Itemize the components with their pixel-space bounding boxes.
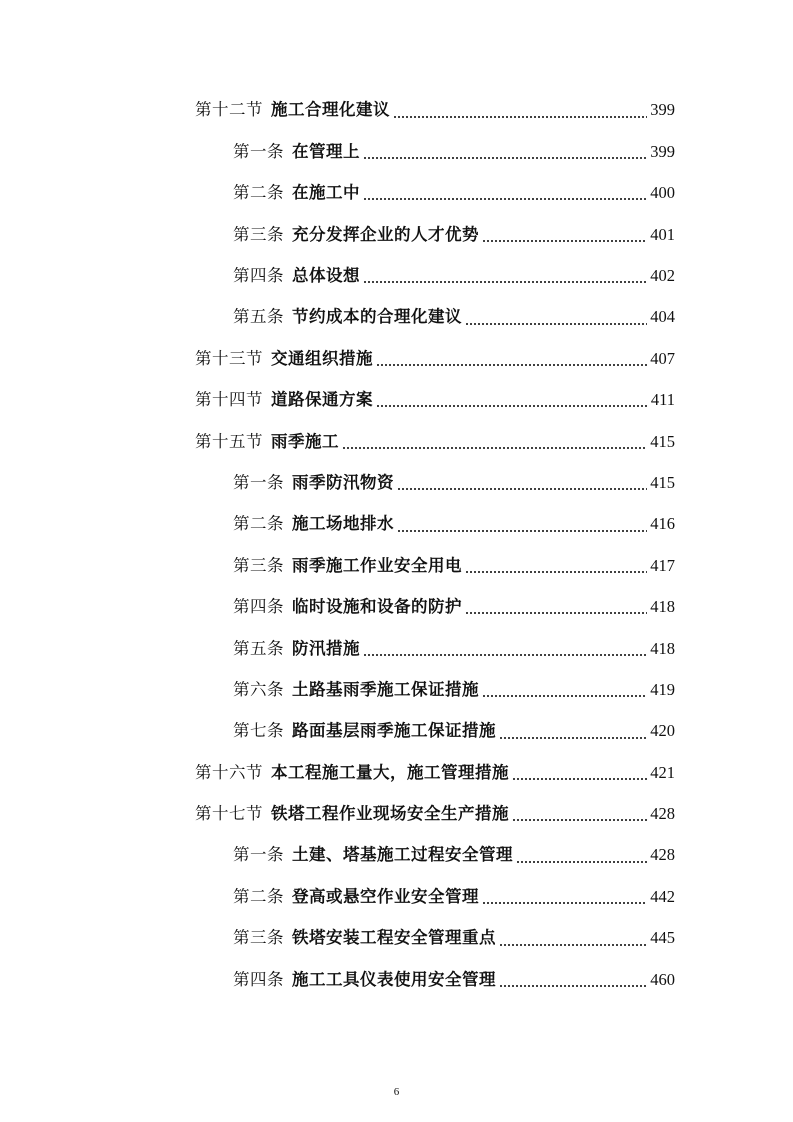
toc-entry-number: 第五条 [233, 307, 284, 327]
toc-entry-number: 第十三节 [195, 348, 263, 368]
toc-entry-page: 399 [650, 141, 675, 161]
toc-entry-number: 第一条 [233, 845, 284, 865]
toc-section-entry[interactable] [0, 752, 793, 793]
toc-dot-leader [465, 612, 647, 614]
toc-section-entry[interactable] [0, 794, 793, 835]
toc-subsection-entry[interactable] [0, 545, 793, 586]
toc-entry-number: 第一条 [233, 472, 284, 492]
toc-entry-title: 土路基雨季施工保证措施 [292, 679, 479, 699]
toc-entry-page: 399 [650, 100, 675, 120]
toc-subsection-entry[interactable] [0, 628, 793, 669]
toc-subsection-entry[interactable] [0, 587, 793, 628]
toc-entry-page: 460 [650, 969, 675, 989]
toc-entry-page: 419 [650, 679, 675, 699]
toc-entry-page: 411 [650, 390, 675, 410]
toc-entry-number: 第十四节 [195, 390, 263, 410]
toc-subsection-entry[interactable] [0, 173, 793, 214]
toc-dot-leader [376, 405, 648, 407]
toc-subsection-entry[interactable] [0, 835, 793, 876]
toc-entry-title: 土建、塔基施工过程安全管理 [292, 845, 513, 865]
toc-dot-leader [482, 240, 647, 242]
toc-entry-page: 415 [650, 431, 675, 451]
toc-dot-leader [499, 737, 647, 739]
toc-entry-number: 第二条 [233, 886, 284, 906]
toc-entry-page: 416 [650, 514, 675, 534]
toc-entry-number: 第五条 [233, 638, 284, 658]
toc-entry-title: 施工合理化建议 [271, 100, 390, 120]
toc-entry-page: 428 [650, 804, 675, 824]
page-number: 6 [393, 1086, 400, 1098]
toc-dot-leader [512, 819, 647, 821]
toc-entry-number: 第二条 [233, 183, 284, 203]
toc-dot-leader [376, 364, 647, 366]
toc-subsection-entry[interactable] [0, 711, 793, 752]
toc-entry-title: 铁塔工程作业现场安全生产措施 [271, 804, 509, 824]
toc-dot-leader [342, 447, 647, 449]
toc-entry-number: 第十二节 [195, 100, 263, 120]
toc-entry-number: 第一条 [233, 141, 284, 161]
toc-entry-title: 登高或悬空作业安全管理 [292, 886, 479, 906]
toc-dot-leader [465, 571, 647, 573]
toc-subsection-entry[interactable] [0, 918, 793, 959]
toc-subsection-entry[interactable] [0, 256, 793, 297]
toc-subsection-entry[interactable] [0, 959, 793, 1000]
toc-entry-number: 第四条 [233, 969, 284, 989]
toc-entry-page: 418 [650, 597, 675, 617]
toc-entry-number: 第二条 [233, 514, 284, 534]
toc-entry-page: 401 [650, 224, 675, 244]
toc-entry-title: 路面基层雨季施工保证措施 [292, 721, 496, 741]
toc-entry-page: 418 [650, 638, 675, 658]
toc-entry-title: 雨季施工作业安全用电 [292, 555, 462, 575]
toc-dot-leader [499, 985, 647, 987]
toc-dot-leader [512, 778, 647, 780]
toc-dot-leader [397, 488, 647, 490]
toc-subsection-entry[interactable] [0, 669, 793, 710]
toc-section-entry[interactable] [0, 90, 793, 131]
toc-dot-leader [465, 323, 647, 325]
toc-entry-title: 充分发挥企业的人才优势 [292, 224, 479, 244]
toc-dot-leader [499, 944, 647, 946]
toc-entry-number: 第四条 [233, 266, 284, 285]
toc-entry-title: 在施工中 [292, 183, 360, 203]
toc-dot-leader [482, 695, 647, 697]
toc-subsection-entry[interactable] [0, 876, 793, 917]
toc-entry-number: 第三条 [233, 555, 284, 575]
table-of-contents [0, 90, 793, 1001]
toc-entry-page: 445 [650, 928, 675, 948]
toc-dot-leader [397, 530, 647, 532]
toc-entry-number: 第十七节 [195, 804, 263, 824]
toc-entry-title: 施工工具仪表使用安全管理 [292, 969, 496, 989]
toc-dot-leader [363, 157, 647, 159]
toc-entry-title: 交通组织措施 [271, 348, 373, 368]
toc-entry-page: 400 [650, 183, 675, 203]
toc-entry-title: 节约成本的合理化建议 [292, 307, 462, 327]
toc-section-entry[interactable] [0, 338, 793, 379]
toc-entry-title: 雨季防汛物资 [292, 472, 394, 492]
toc-dot-leader [363, 198, 647, 200]
toc-entry-page: 420 [650, 721, 675, 741]
toc-entry-title: 本工程施工量大，施工管理措施 [271, 762, 509, 782]
toc-dot-leader [393, 116, 647, 118]
toc-entry-number: 第三条 [233, 928, 284, 948]
toc-entry-page: 415 [650, 472, 675, 492]
toc-subsection-entry[interactable] [0, 131, 793, 172]
toc-entry-page: 421 [650, 762, 675, 782]
toc-entry-page: 404 [650, 307, 675, 327]
toc-entry-page: 428 [650, 845, 675, 865]
toc-subsection-entry[interactable] [0, 504, 793, 545]
toc-entry-page: 442 [650, 886, 675, 906]
toc-entry-title: 总体设想 [292, 266, 360, 285]
toc-entry-number: 第十六节 [195, 762, 263, 782]
toc-entry-page: 402 [650, 266, 675, 285]
toc-entry-title: 临时设施和设备的防护 [292, 597, 462, 617]
toc-dot-leader [363, 281, 647, 283]
toc-entry-title: 铁塔安装工程安全管理重点 [292, 928, 496, 948]
toc-entry-page: 407 [650, 348, 675, 368]
toc-subsection-entry[interactable] [0, 297, 793, 338]
toc-entry-number: 第四条 [233, 597, 284, 617]
toc-entry-title: 施工场地排水 [292, 514, 394, 534]
toc-entry-title: 雨季施工 [271, 431, 339, 451]
toc-entry-title: 防汛措施 [292, 638, 360, 658]
toc-subsection-entry[interactable] [0, 214, 793, 255]
toc-section-entry[interactable] [0, 421, 793, 462]
toc-dot-leader [363, 654, 647, 656]
toc-dot-leader [482, 902, 647, 904]
toc-entry-number: 第六条 [233, 679, 284, 699]
toc-subsection-entry[interactable] [0, 463, 793, 504]
toc-dot-leader [516, 861, 647, 863]
toc-entry-number: 第七条 [233, 721, 284, 741]
toc-entry-title: 在管理上 [292, 141, 360, 161]
toc-entry-number: 第十五节 [195, 431, 263, 451]
toc-entry-title: 道路保通方案 [271, 390, 373, 410]
toc-entry-page: 417 [650, 555, 675, 575]
toc-section-entry[interactable] [0, 380, 793, 421]
toc-entry-number: 第三条 [233, 224, 284, 244]
